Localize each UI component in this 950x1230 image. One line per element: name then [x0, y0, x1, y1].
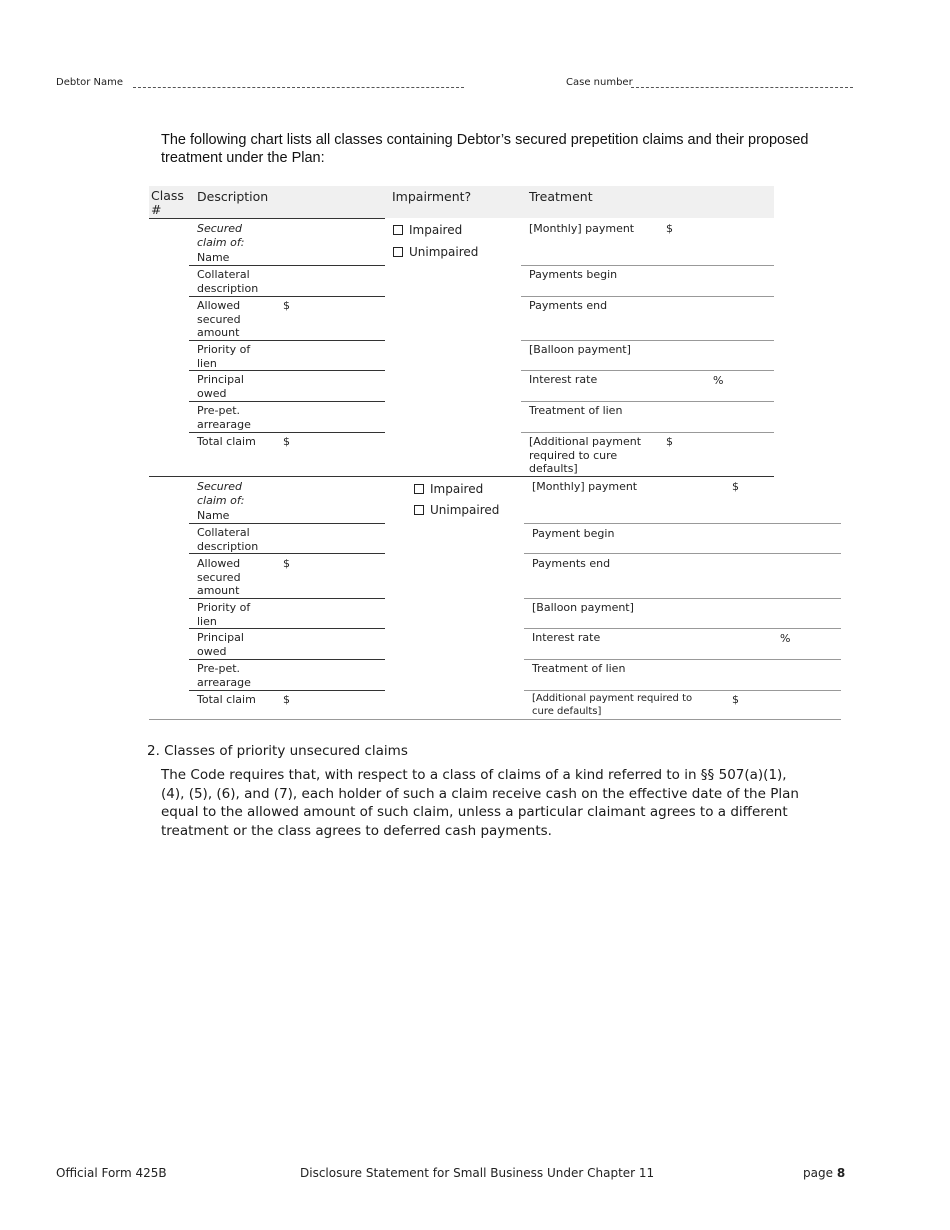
row-divider [521, 296, 774, 297]
row-divider [189, 690, 385, 691]
class2-impaired-label: Impaired [430, 482, 484, 496]
class1-priority-label: Priority of lien [197, 343, 251, 370]
table-bottom-rule [149, 719, 841, 720]
row-divider [524, 690, 841, 691]
row-divider [189, 659, 385, 660]
row-divider [521, 340, 774, 341]
row-divider [189, 598, 385, 599]
class2-impaired-option[interactable] [414, 482, 483, 496]
class2-additional-dollar: $ [732, 693, 739, 706]
class1-allowed-label: Allowed secured amount [197, 299, 241, 339]
row-divider [189, 432, 385, 433]
class2-name-label: Name [197, 509, 230, 522]
class1-monthly-label: [Monthly] payment [529, 222, 635, 235]
class2-total-label: Total claim [197, 693, 256, 706]
intro-text: The following chart lists all classes containing Debtor’s secured prepetition claims and their proposed treatment under the Plan: [161, 132, 809, 166]
col-header-impairment: Impairment? [392, 189, 472, 204]
row-divider [524, 598, 841, 599]
class2-unimpaired-option[interactable] [414, 503, 499, 517]
class1-allowed-dollar: $ [283, 299, 290, 312]
footer-form-name: Official Form 425B [56, 1166, 167, 1180]
case-number-field[interactable] [631, 87, 853, 88]
class2-principal-label: Principal owed [197, 631, 244, 658]
case-number-label: Case number [566, 77, 633, 88]
row-divider [189, 523, 385, 524]
class2-interest-pct: % [780, 632, 791, 645]
footer-page [803, 1166, 845, 1180]
class1-total-dollar: $ [283, 435, 290, 448]
footer-title: Disclosure Statement for Small Business Under Chapter 11 [300, 1166, 655, 1180]
row-divider [189, 553, 385, 554]
checkbox-icon[interactable] [393, 247, 403, 257]
debtor-name-field[interactable] [133, 87, 464, 88]
class2-monthly-dollar: $ [732, 480, 739, 493]
class2-collateral-label: Collateral description [197, 526, 259, 553]
class2-treatment-lien-label: Treatment of lien [532, 662, 626, 675]
class1-impaired-label: Impaired [409, 223, 463, 237]
footer-page-label: page [803, 1166, 833, 1180]
row-divider [524, 659, 841, 660]
class1-payments-begin-label: Payments begin [529, 268, 618, 281]
class1-total-label: Total claim [197, 435, 256, 448]
row-divider [189, 401, 385, 402]
col-header-description: Description [197, 189, 269, 204]
class1-balloon-label: [Balloon payment] [529, 343, 631, 356]
class2-allowed-label: Allowed secured amount [197, 557, 241, 597]
class1-name-label: Name [197, 251, 230, 264]
class1-treatment-lien-label: Treatment of lien [529, 404, 623, 417]
checkbox-icon[interactable] [414, 484, 424, 494]
class1-additional-label: [Additional payment required to cure defaults] [529, 435, 642, 475]
class2-total-dollar: $ [283, 693, 290, 706]
row-divider [189, 296, 385, 297]
row-divider [524, 628, 841, 629]
col-header-class: Class # [151, 188, 184, 217]
class2-payments-begin-label: Payment begin [532, 527, 615, 540]
row-divider [521, 432, 774, 433]
class1-top-rule [189, 218, 385, 219]
class2-balloon-label: [Balloon payment] [532, 601, 634, 614]
class1-collateral-label: Collateral description [197, 268, 259, 295]
class1-prepet-label: Pre-pet. arrearage [197, 404, 251, 431]
class1-secured-claim-label: Secured claim of: [197, 222, 245, 249]
class1-payments-end-label: Payments end [529, 299, 608, 312]
class2-unimpaired-label: Unimpaired [430, 503, 500, 517]
class2-payments-end-label: Payments end [532, 557, 611, 570]
class1-left-rule [149, 218, 189, 219]
class1-monthly-dollar: $ [666, 222, 673, 235]
row-divider [524, 523, 841, 524]
row-divider [189, 265, 385, 266]
row-divider [189, 370, 385, 371]
section2-title: 2. Classes of priority unsecured claims [147, 743, 408, 759]
checkbox-icon[interactable] [393, 225, 403, 235]
class2-secured-claim-label: Secured claim of: [197, 480, 245, 507]
col-header-treatment: Treatment [529, 189, 593, 204]
footer-page-number: 8 [836, 1166, 846, 1180]
class1-unimpaired-option[interactable] [393, 245, 478, 259]
row-divider [189, 628, 385, 629]
class1-unimpaired-label: Unimpaired [409, 245, 479, 259]
row-divider [189, 340, 385, 341]
class2-interest-label: Interest rate [532, 631, 601, 644]
row-divider [521, 265, 774, 266]
class1-additional-dollar: $ [666, 435, 673, 448]
class1-impaired-option[interactable] [393, 223, 462, 237]
class2-prepet-label: Pre-pet. arrearage [197, 662, 251, 689]
class1-interest-pct: % [713, 374, 724, 387]
class1-principal-label: Principal owed [197, 373, 244, 400]
class2-monthly-label: [Monthly] payment [532, 480, 638, 493]
section2-body: The Code requires that, with respect to a class of claims of a kind referred to in §§ 507(a)(1), (4), (5), (6), and (7), each holder of such a claim receive cash on the effective date of the Plan equal to the allowed amount of such claim, unless a particular claimant agrees to a different treatment or the class agrees to deferred cash payments. [161, 767, 799, 839]
class1-interest-label: Interest rate [529, 373, 598, 386]
class2-priority-label: Priority of lien [197, 601, 251, 628]
class-separator [149, 476, 774, 477]
debtor-name-label: Debtor Name [56, 77, 124, 88]
row-divider [524, 553, 841, 554]
row-divider [521, 401, 774, 402]
row-divider [521, 370, 774, 371]
class2-additional-label: [Additional payment required to cure defaults] [532, 693, 693, 717]
class2-allowed-dollar: $ [283, 557, 290, 570]
checkbox-icon[interactable] [414, 505, 424, 515]
